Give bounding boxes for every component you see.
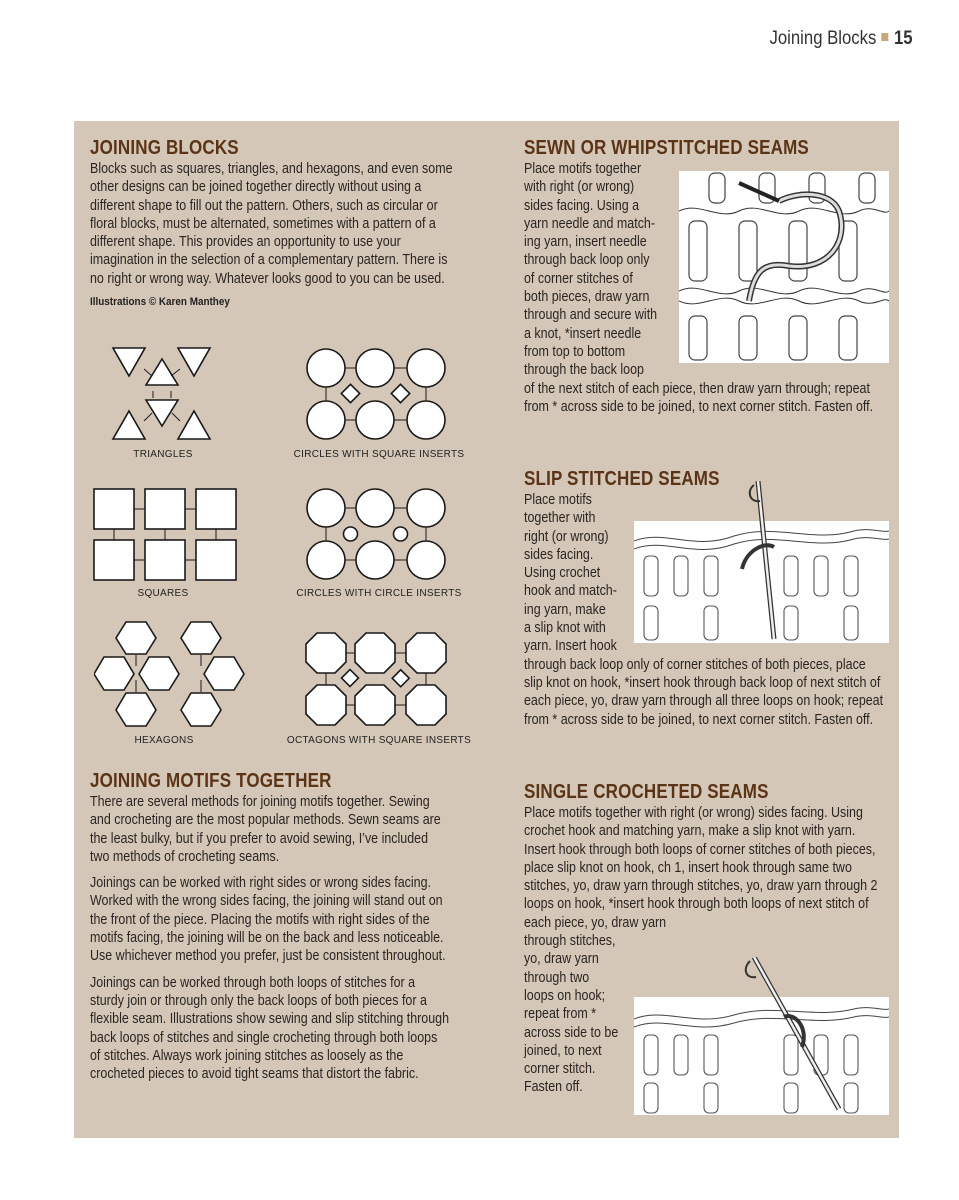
slip-seams-line: sides facing. bbox=[524, 546, 594, 563]
squares-caption: SQUARES bbox=[137, 588, 189, 599]
slip-seams-line: right (or wrong) bbox=[524, 528, 609, 545]
joining-motifs-section bbox=[90, 770, 508, 1083]
circles-circle-caption: CIRCLES WITH CIRCLE INSERTS bbox=[296, 588, 462, 599]
octagons-square-diagram bbox=[305, 631, 451, 729]
page-number: 15 bbox=[894, 28, 913, 49]
circles-square-illustration bbox=[305, 346, 450, 442]
single-seams-line: Fasten off. bbox=[524, 1079, 583, 1096]
triangles-illustration bbox=[110, 343, 220, 443]
octagons-square-illustration bbox=[305, 631, 451, 729]
sewn-seams-line: both pieces, draw yarn bbox=[524, 289, 650, 306]
sewn-seams-line: from top to bottom bbox=[524, 343, 626, 360]
sewn-seams-tail: of the next stitch of each piece, then draw yarn through; repeat from * across side to be joined, to next corner stitch. Fasten off. bbox=[524, 380, 874, 415]
running-head bbox=[770, 28, 913, 50]
circles-square-caption: CIRCLES WITH SQUARE INSERTS bbox=[293, 449, 465, 460]
hexagons-diagram bbox=[94, 618, 254, 730]
whipstitch-drawing bbox=[679, 171, 889, 363]
single-seams-line: across side to be bbox=[524, 1024, 619, 1041]
octagons-square-caption: OCTAGONS WITH SQUARE INSERTS bbox=[286, 735, 472, 746]
single-seams-line: corner stitch. bbox=[524, 1061, 596, 1078]
content-panel bbox=[74, 121, 899, 1138]
slip-seams-line: ing yarn, make bbox=[524, 601, 606, 618]
slip-stitch-illustration bbox=[634, 481, 889, 643]
single-seams-heading: SINGLE CROCHETED SEAMS bbox=[524, 781, 769, 803]
slip-stitch-drawing bbox=[634, 481, 889, 643]
triangles-caption: TRIANGLES bbox=[133, 449, 193, 460]
slip-seams-line: a slip knot with bbox=[524, 620, 606, 637]
sewn-seams-line: through back loop only bbox=[524, 252, 650, 269]
single-seams-line: through stitches, bbox=[524, 933, 616, 950]
sewn-seams-heading: SEWN OR WHIPSTITCHED SEAMS bbox=[524, 137, 809, 159]
single-seams-line: through two bbox=[524, 969, 590, 986]
section-title: Joining Blocks bbox=[769, 28, 877, 49]
joining-blocks-heading: JOINING BLOCKS bbox=[90, 137, 239, 159]
sewn-seams-line: yarn needle and match- bbox=[524, 215, 656, 232]
slip-seams-line: Using crochet bbox=[524, 565, 601, 582]
circles-square-diagram bbox=[305, 346, 450, 442]
sewn-seams-line: ing yarn, insert needle bbox=[524, 234, 647, 251]
circles-circle-diagram bbox=[305, 486, 450, 582]
illustration-credit: Illustrations © Karen Manthey bbox=[90, 296, 230, 309]
joining-motifs-heading: JOINING MOTIFS TOGETHER bbox=[90, 770, 332, 792]
single-crochet-drawing bbox=[634, 957, 889, 1115]
single-seams-line: loops on hook; bbox=[524, 987, 606, 1004]
sewn-seams-line: a knot, *insert needle bbox=[524, 325, 642, 342]
slip-seams-line: Place motifs bbox=[524, 492, 592, 508]
slip-seams-line: yarn. Insert hook bbox=[524, 638, 617, 655]
sewn-seams-line: with right (or wrong) bbox=[524, 179, 635, 196]
squares-illustration bbox=[92, 487, 240, 583]
joining-motifs-p3: Joinings can be worked through both loops of stitches for a sturdy join or through only the back loops of both pieces for a flexible seam. Illustrations show sewing and slip stitching through back loops of stitches and single crocheting through both loops of stitches. Always work joining stitches as loosely as the crocheted pieces to avoid tight seams that distort the fabric. bbox=[90, 974, 450, 1083]
slip-seams-line: hook and match- bbox=[524, 583, 617, 600]
single-seams-line: yo, draw yarn bbox=[524, 951, 599, 968]
whipstitch-illustration bbox=[679, 171, 889, 363]
slip-seams-heading: SLIP STITCHED SEAMS bbox=[524, 468, 720, 490]
single-seams-line: joined, to next bbox=[524, 1042, 602, 1059]
slip-seams-line: together with bbox=[524, 510, 596, 527]
squares-diagram bbox=[92, 487, 240, 583]
hexagons-caption: HEXAGONS bbox=[134, 735, 194, 746]
sewn-seams-line: Place motifs together bbox=[524, 161, 642, 177]
slip-seams-tail: through back loop only of corner stitches of both pieces, place slip knot on hook, *insert hook through back loop of next stitch of each piece, yo, draw yarn through all three loops on hook; repeat from * across side to be joined, to next corner stitch. Fasten off. bbox=[524, 656, 884, 728]
single-seams-line: repeat from * bbox=[524, 1006, 597, 1023]
single-seams-intro: Place motifs together with right (or wrong) sides facing. Using crochet hook and matching yarn, make a slip knot with yarn. Insert hook through both loops of corner stitches of both pieces, place slip knot on hook, ch 1, insert hook through same two stitches, yo, draw yarn through stitches, yo, draw yarn through 2 loops on hook, *insert hook through both loops of next stitch of each piece, yo, draw yarn bbox=[524, 805, 878, 931]
sewn-seams-line: sides facing. Using a bbox=[524, 197, 640, 214]
joining-motifs-p1: There are several methods for joining motifs together. Sewing and crocheting are the most popular methods. Sewn seams are the least bulky, but if you prefer to avoid sewing, I’ve included two methods of crocheting seams. bbox=[90, 794, 441, 865]
joining-blocks-body: Blocks such as squares, triangles, and hexagons, and even some other designs can be joined together directly without using a different shape to fill out the pattern. Others, such as circular or floral blocks, must be alternated, sometimes with a pattern of a different shape. This provides an opportunity to use your imagination in the selection of a complementary pattern. There is no right or wrong way. Whatever looks good to you can be used. bbox=[90, 161, 453, 287]
sewn-seams-line: of corner stitches of bbox=[524, 270, 633, 287]
hexagons-illustration bbox=[94, 618, 254, 730]
sewn-seams-line: through and secure with bbox=[524, 307, 658, 324]
single-crochet-illustration bbox=[634, 957, 889, 1115]
triangles-diagram bbox=[110, 343, 220, 443]
joining-blocks-section bbox=[90, 137, 520, 308]
circles-circle-illustration bbox=[305, 486, 450, 582]
joining-motifs-p2: Joinings can be worked with right sides or wrong sides facing. Worked with the wrong sides facing, the joining will stand out on the front of the piece. Placing the motifs with right sides of the motifs facing, the joining will be on the back and less noticeable. Use whichever method you prefer, just be consistent throughout. bbox=[90, 875, 446, 965]
sewn-seams-line: through the back loop bbox=[524, 362, 644, 379]
separator-square-icon bbox=[882, 33, 889, 41]
